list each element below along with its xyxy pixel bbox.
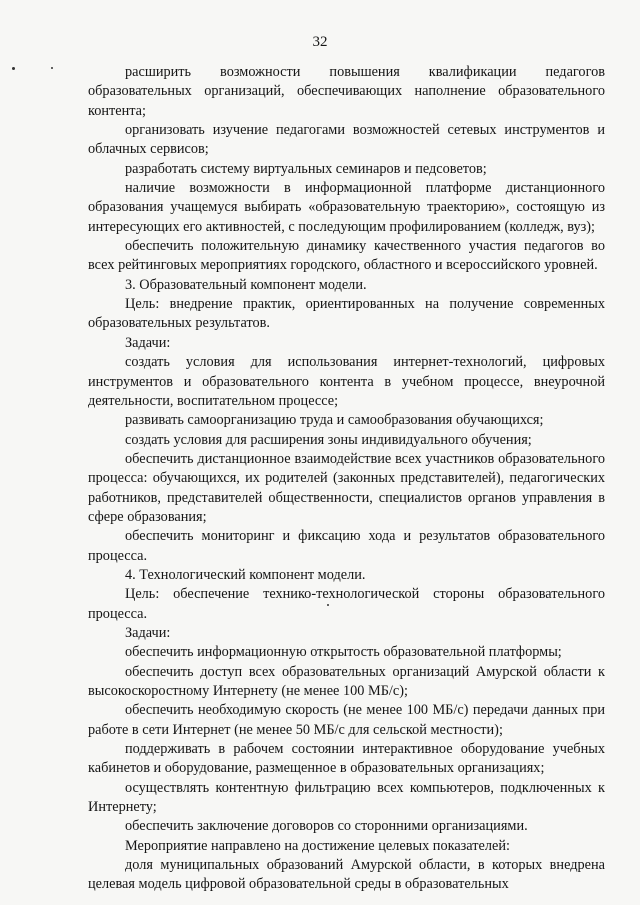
paragraph: 4. Технологический компонент модели. <box>125 566 366 583</box>
page-number: 32 <box>312 34 328 50</box>
paragraph: поддерживать в рабочем состоянии интерактивное оборудование учебных кабинетов и оборудование, размещенное в образовательных организациях; <box>88 741 605 777</box>
paragraph: обеспечить положительную динамику качественного участия педагогов во всех рейтинговых мероприятиях городского, областного и всероссийского уровней. <box>88 238 605 274</box>
paragraph: Задачи: <box>125 334 171 351</box>
paragraph: обеспечить дистанционное взаимодействие всех участников образовательного процесса: обучающихся, их родителей (законных представителей), педагогических работников, представителей общественности, специалистов органов управления в сфере образования; <box>88 450 605 525</box>
paragraph: Цель: внедрение практик, ориентированных на получение современных образовательных результатов. <box>88 296 605 332</box>
paragraph: организовать изучение педагогами возможностей сетевых инструментов и облачных сервисов; <box>88 122 605 158</box>
paragraph: разработать систему виртуальных семинаров и педсоветов; <box>125 160 487 177</box>
paragraph: Цель: обеспечение технико-технологической стороны образовательного процесса. <box>88 586 605 622</box>
paragraph: расширить возможности повышения квалификации педагогов образовательных организаций, обеспечивающих наполнение образовательного контента; <box>88 64 605 119</box>
scan-speck <box>51 67 53 69</box>
paragraph: 3. Образовательный компонент модели. <box>125 276 367 293</box>
paragraph: создать условия для использования интернет-технологий, цифровых инструментов и образовательного контента в учебном процессе, внеурочной деятельности, воспитательном процессе; <box>88 354 605 409</box>
paragraph: Мероприятие направлено на достижение целевых показателей: <box>125 837 510 854</box>
paragraph: обеспечить информационную открытость образовательной платформы; <box>125 644 562 661</box>
paragraph: обеспечить необходимую скорость (не менее 100 МБ/с) передачи данных при работе в сети Интернет (не менее 50 МБ/с для сельской местности); <box>88 702 605 738</box>
paragraph: осуществлять контентную фильтрацию всех компьютеров, подключенных к Интернету; <box>88 779 605 816</box>
paragraph: развивать самоорганизацию труда и самообразования обучающихся; <box>125 412 544 429</box>
paragraph: обеспечить мониторинг и фиксацию хода и результатов образовательного процесса. <box>88 528 605 564</box>
paragraph: обеспечить доступ всех образовательных организаций Амурской области к высокоскоростному Интернету (не менее 100 МБ/с); <box>88 663 605 699</box>
paragraph: наличие возможности в информационной платформе дистанционного образования учащемуся выбирать «образовательную траекторию», состоящую из интересующих его активностей, с последующим профилированием (колледж, вуз); <box>88 180 605 235</box>
scan-speck <box>12 67 15 70</box>
paragraph: обеспечить заключение договоров со сторонними организациями. <box>125 818 528 835</box>
paragraph: доля муниципальных образований Амурской области, в которых внедрена целевая модель цифровой образовательной среды в образовательных <box>88 857 605 893</box>
paragraph: Задачи: <box>125 624 171 641</box>
paragraph: создать условия для расширения зоны индивидуального обучения; <box>125 431 532 448</box>
body-text <box>88 63 605 895</box>
